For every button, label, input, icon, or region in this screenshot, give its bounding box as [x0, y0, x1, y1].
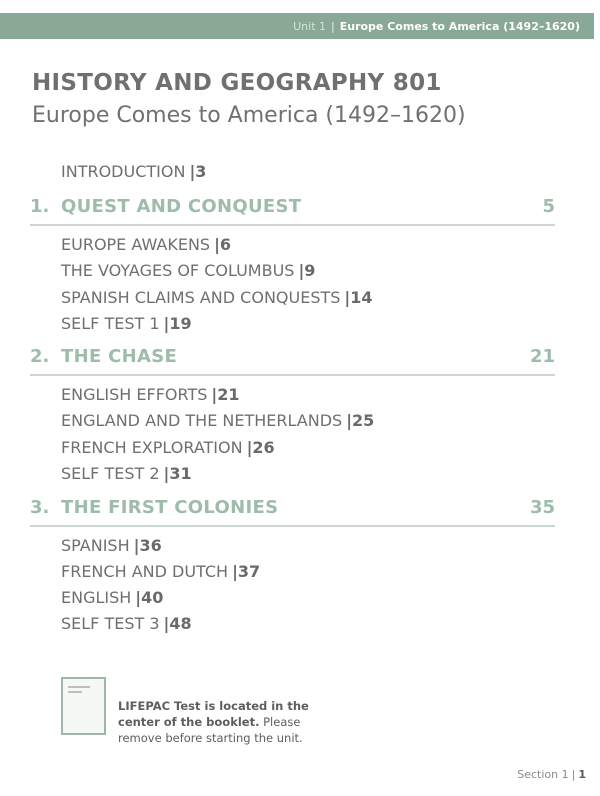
section-heading-1[interactable] — [30, 194, 555, 218]
toc-item-page: 31 — [169, 464, 192, 483]
toc-bar: | — [298, 261, 305, 280]
toc-item-label: SELF TEST 1 — [61, 314, 160, 333]
section-title: THE CHASE — [61, 345, 178, 367]
toc-item[interactable] — [61, 536, 162, 555]
section-page: 21 — [529, 345, 555, 367]
toc-bar: | — [135, 588, 142, 607]
toc-item-page: 26 — [252, 438, 275, 457]
toc-item-label: THE VOYAGES OF COLUMBUS — [61, 261, 295, 280]
section-number: 2. — [30, 345, 50, 367]
toc-item-page: 9 — [304, 261, 316, 280]
toc-item[interactable] — [61, 562, 260, 581]
toc-item-page: 14 — [350, 288, 373, 307]
toc-item-label: SPANISH CLAIMS AND CONQUESTS — [61, 288, 341, 307]
toc-bar: | — [346, 411, 353, 430]
section-number: 3. — [30, 496, 50, 518]
header-unit: Unit 1 — [293, 19, 327, 33]
page-title: HISTORY AND GEOGRAPHY 801 — [32, 70, 442, 96]
toc-item[interactable] — [61, 261, 315, 280]
section-divider — [30, 525, 555, 527]
section-title: QUEST AND CONQUEST — [61, 195, 302, 217]
booklet-icon — [61, 677, 106, 735]
page-footer — [517, 768, 586, 781]
toc-item[interactable] — [61, 614, 192, 633]
toc-bar: | — [163, 614, 170, 633]
toc-intro[interactable] — [61, 162, 206, 181]
toc-item-page: 25 — [352, 411, 375, 430]
toc-item[interactable] — [61, 588, 163, 607]
toc-item-label: SELF TEST 2 — [61, 464, 160, 483]
header-title: Europe Comes to America (1492–1620) — [339, 19, 580, 33]
toc-item-page: 36 — [139, 536, 162, 555]
toc-item-label: SELF TEST 3 — [61, 614, 160, 633]
lifepac-note-bold: LIFEPAC Test is located in the center of the booklet. — [118, 699, 309, 729]
toc-bar: | — [344, 288, 351, 307]
toc-bar: | — [189, 162, 196, 181]
toc-bar: | — [214, 235, 220, 254]
footer-section: Section 1 — [517, 768, 569, 781]
toc-item-label: FRENCH EXPLORATION — [61, 438, 243, 457]
toc-item-label: ENGLISH EFFORTS — [61, 385, 208, 404]
section-divider — [30, 374, 555, 376]
toc-item-page: 19 — [169, 314, 192, 333]
page-number: 1 — [578, 768, 586, 781]
toc-item-label: ENGLISH — [61, 588, 132, 607]
section-heading-3[interactable] — [30, 495, 555, 519]
toc-item[interactable] — [61, 411, 374, 430]
toc-item[interactable] — [61, 464, 192, 483]
toc-item[interactable] — [61, 288, 373, 307]
toc-item-page: 37 — [237, 562, 261, 581]
section-page: 5 — [542, 195, 555, 217]
toc-bar: | — [133, 536, 140, 555]
toc-item-page: 6 — [219, 235, 232, 254]
lifepac-note-text: Please remove before starting the unit. — [118, 715, 303, 745]
toc-item[interactable] — [61, 314, 192, 333]
lifepac-note — [118, 698, 318, 746]
toc-item-label: EUROPE AWAKENS — [61, 235, 211, 254]
toc-item[interactable] — [61, 235, 231, 254]
header-separator: | — [331, 19, 335, 33]
toc-item-page: 40 — [141, 588, 164, 607]
section-title: THE FIRST COLONIES — [61, 496, 279, 518]
section-number: 1. — [30, 195, 50, 217]
toc-item-page: 21 — [217, 385, 240, 404]
toc-bar: | — [163, 314, 170, 333]
toc-intro-page: 3 — [195, 162, 207, 181]
toc-bar: | — [163, 464, 170, 483]
toc-item-label: ENGLAND AND THE NETHERLANDS — [61, 411, 343, 430]
toc-bar: | — [246, 438, 253, 457]
toc-item[interactable] — [61, 385, 239, 404]
section-page: 35 — [529, 496, 555, 518]
toc-bar: | — [211, 385, 218, 404]
toc-intro-label: INTRODUCTION — [61, 162, 186, 181]
footer-separator: | — [571, 768, 576, 781]
section-heading-2[interactable] — [30, 344, 555, 368]
toc-item-label: FRENCH AND DUTCH — [61, 562, 229, 581]
toc-item[interactable] — [61, 438, 275, 457]
page-subtitle: Europe Comes to America (1492–1620) — [32, 103, 466, 128]
section-divider — [30, 224, 555, 226]
toc-item-label: SPANISH — [61, 536, 130, 555]
toc-bar: | — [232, 562, 238, 581]
running-header — [0, 13, 594, 39]
toc-item-page: 48 — [169, 614, 192, 633]
